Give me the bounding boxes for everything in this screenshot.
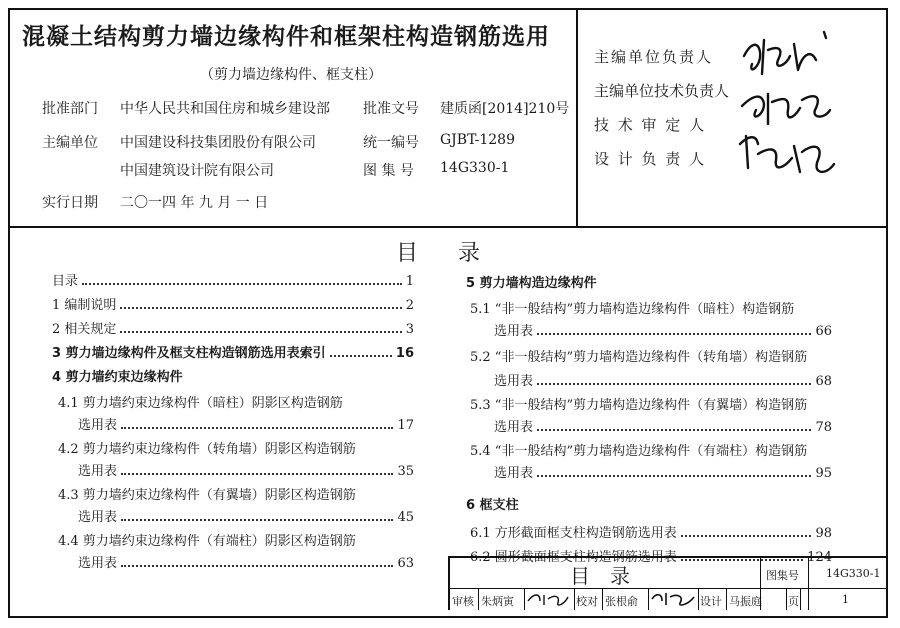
approval-dept-label: 批准部门 (42, 101, 98, 117)
header-vertical-divider (576, 10, 578, 226)
sig-label-chief-unit: 主编单位负责人 (594, 48, 714, 66)
check-name: 张根俞 (605, 595, 638, 608)
approval-doc-label: 批准文号 (363, 101, 419, 117)
sig-label-tech-chief: 主编单位技术负责人 (594, 82, 730, 100)
effective-label: 实行日期 (42, 195, 98, 211)
toc-entry-line1[interactable]: 5.3 “非一般结构”剪力墙构造边缘构件（有翼墙）构造钢筋 (470, 398, 808, 413)
document-subtitle: （剪力墙边缘构件、框支柱） (200, 67, 382, 83)
design-label: 设计 (700, 595, 722, 608)
atlas-no-label: 图 集 号 (363, 163, 414, 179)
toc-entry[interactable]: 选用表 35 (78, 464, 414, 479)
header-divider (10, 226, 886, 228)
document-title: 混凝土结构剪力墙边缘构件和框架柱构造钢筋选用 (22, 24, 550, 50)
toc-entry[interactable]: 选用表 17 (78, 418, 414, 433)
toc-entry-line1[interactable]: 4.3 剪力墙约束边缘构件（有翼墙）阴影区构造钢筋 (58, 488, 356, 503)
atlas-no: 14G330-1 (440, 160, 510, 176)
toc-entry[interactable]: 6.2 圆形截面框支柱构造钢筋选用表 124 (470, 550, 832, 565)
design-name: 马振庭 (729, 595, 762, 608)
toc-entry-line1[interactable]: 4.2 剪力墙约束边缘构件（转角墙）阴影区构造钢筋 (58, 442, 356, 457)
toc-entry[interactable]: 选用表 45 (78, 510, 414, 525)
toc-entry-line1[interactable]: 4.4 剪力墙约束边缘构件（有端柱）阴影区构造钢筋 (58, 534, 356, 549)
check-signature (650, 589, 696, 607)
title-block (448, 556, 888, 610)
approval-doc: 建质函[2014]210号 (440, 101, 570, 117)
editor-unit-2: 中国建筑设计院有限公司 (120, 163, 274, 179)
editor-unit-label: 主编单位 (42, 135, 98, 151)
unified-no-label: 统一编号 (363, 135, 419, 151)
toc-entry-line1[interactable]: 4.1 剪力墙约束边缘构件（暗柱）阴影区构造钢筋 (58, 396, 343, 411)
toc-section-heading: 5 剪力墙构造边缘构件 (466, 276, 597, 291)
toc-entry[interactable]: 选用表 68 (494, 374, 832, 389)
toc-entry[interactable]: 选用表 78 (494, 420, 832, 435)
review-label: 审核 (452, 595, 474, 608)
toc-section-heading: 6 框支柱 (466, 498, 519, 513)
handwritten-signatures (738, 26, 878, 186)
toc-entry[interactable]: 选用表 66 (494, 324, 832, 339)
unified-no: GJBT-1289 (440, 132, 515, 148)
toc-entry-line1[interactable]: 5.2 “非一般结构”剪力墙构造边缘构件（转角墙）构造钢筋 (470, 350, 808, 365)
effective-date: 二〇一四 年 九 月 一 日 (120, 195, 269, 211)
review-signature (526, 589, 572, 607)
page-label: 页 (788, 595, 799, 608)
toc-title-char-2: 录 (458, 241, 481, 266)
toc-entry[interactable]: 2 相关规定 3 (52, 322, 414, 337)
toc-entry[interactable]: 1 编制说明 2 (52, 298, 414, 313)
sig-label-design-lead: 设 计 负 责 人 (594, 150, 707, 168)
toc-entry[interactable]: 3 剪力墙边缘构件及框支柱构造钢筋选用表索引 16 (52, 346, 414, 361)
toc-entry[interactable]: 6.1 方形截面框支柱构造钢筋选用表 98 (470, 526, 832, 541)
approval-dept: 中华人民共和国住房和城乡建设部 (120, 101, 330, 117)
review-name: 朱炳寅 (481, 595, 514, 608)
title-block-name: 目 录 (570, 564, 630, 588)
title-block-atlas-label: 图集号 (766, 569, 799, 582)
toc-entry[interactable]: 选用表 63 (78, 556, 414, 571)
drawing-frame (8, 8, 888, 618)
toc-title-char-1: 目 (396, 241, 419, 266)
toc-entry[interactable]: 选用表 95 (494, 466, 832, 481)
toc-entry-line1[interactable]: 5.4 “非一般结构”剪力墙构造边缘构件（有端柱）构造钢筋 (470, 444, 808, 459)
editor-unit-1: 中国建设科技集团股份有限公司 (120, 135, 316, 151)
page-number: 1 (842, 593, 849, 606)
sig-label-reviewer: 技 术 审 定 人 (594, 116, 707, 134)
toc-section-heading: 4 剪力墙约束边缘构件 (52, 370, 183, 385)
title-block-atlas-no: 14G330-1 (826, 567, 881, 580)
toc-entry[interactable]: 目录 1 (52, 274, 414, 289)
toc-entry-line1[interactable]: 5.1 “非一般结构”剪力墙构造边缘构件（暗柱）构造钢筋 (470, 302, 795, 317)
check-label: 校对 (576, 595, 598, 608)
